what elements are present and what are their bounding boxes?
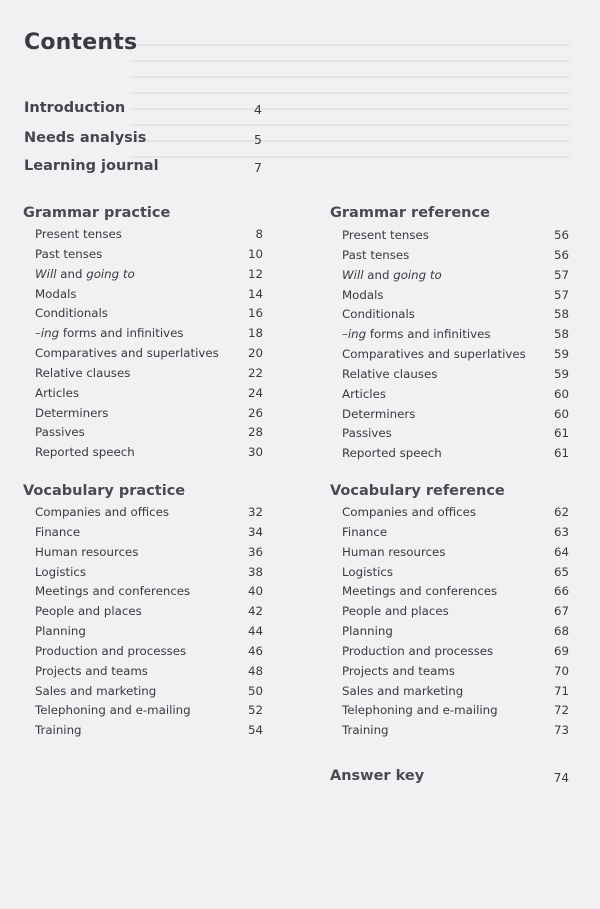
toc-item-label: Training: [342, 723, 389, 738]
toc-item-label: Sales and marketing: [342, 683, 464, 698]
toc-list-item[interactable]: [342, 642, 569, 662]
toc-list-item[interactable]: [342, 602, 569, 622]
toc-item-page: 28: [247, 425, 263, 440]
toc-item-page: 34: [247, 524, 263, 539]
toc-item-page: 20: [247, 346, 263, 361]
toc-item-label: Telephoning and e-mailing: [35, 703, 191, 718]
toc-item-label: Planning: [35, 624, 86, 639]
toc-item-page: 36: [247, 544, 263, 559]
toc-item-label: Determiners: [342, 406, 416, 421]
toc-item-page: 42: [247, 604, 263, 619]
toc-entry-page: 7: [254, 160, 262, 175]
toc-item-label: Relative clauses: [342, 366, 438, 381]
toc-list-item[interactable]: [342, 424, 569, 444]
toc-item-page: 50: [247, 683, 263, 698]
toc-item-label: Passives: [342, 426, 392, 441]
toc-item-label: People and places: [342, 604, 449, 619]
toc-item-page: 71: [553, 683, 569, 698]
toc-item-page: 10: [247, 246, 263, 261]
toc-item-label: Planning: [342, 624, 393, 639]
section-heading-vocabulary-practice: Vocabulary practice: [23, 483, 186, 499]
toc-item-page: 56: [553, 247, 569, 262]
toc-item-page: 61: [553, 426, 569, 441]
toc-list-item[interactable]: [342, 503, 569, 523]
toc-list-item[interactable]: [342, 325, 569, 345]
toc-item-page: 18: [247, 326, 263, 341]
vocabulary-reference-list: [342, 503, 569, 741]
toc-item-page: 65: [553, 564, 569, 579]
toc-entry-label: Learning journal: [24, 158, 159, 174]
toc-list-item[interactable]: [342, 721, 569, 741]
toc-list-item[interactable]: [342, 365, 569, 385]
toc-item-label: Projects and teams: [342, 663, 455, 678]
toc-item-label: Meetings and conferences: [35, 584, 191, 599]
toc-list-item[interactable]: [35, 384, 263, 404]
toc-item-page: 63: [553, 524, 569, 539]
section-heading-grammar-reference: Grammar reference: [330, 205, 490, 221]
toc-list-item[interactable]: [342, 385, 569, 405]
toc-entry-label: Introduction: [24, 100, 126, 116]
toc-item-page: 59: [553, 366, 569, 381]
toc-item-page: 67: [553, 604, 569, 619]
toc-item-page: 44: [247, 624, 263, 639]
toc-item-page: 58: [553, 327, 569, 342]
toc-item-label: Conditionals: [342, 307, 415, 322]
toc-list-item[interactable]: [342, 563, 569, 583]
toc-item-page: 64: [553, 544, 569, 559]
toc-item-label: –ing forms and infinitives: [342, 327, 491, 342]
toc-item-page: 38: [247, 564, 263, 579]
toc-item-page: 70: [553, 663, 569, 678]
toc-list-item[interactable]: [35, 682, 263, 702]
toc-item-label: Logistics: [35, 564, 87, 579]
toc-list-item[interactable]: [342, 662, 569, 682]
toc-item-label: Comparatives and superlatives: [342, 347, 526, 362]
toc-item-page: 16: [247, 306, 263, 321]
toc-item-label: Determiners: [35, 405, 109, 420]
toc-item-page: 68: [553, 624, 569, 639]
toc-item-label: Companies and offices: [35, 505, 170, 519]
toc-list-item[interactable]: [342, 405, 569, 425]
toc-list-item[interactable]: [342, 444, 569, 464]
toc-list-item[interactable]: [35, 423, 263, 443]
toc-entry-page: 5: [254, 132, 262, 147]
vocabulary-practice-list: [35, 503, 263, 741]
toc-list-item[interactable]: [35, 582, 263, 602]
toc-list-item[interactable]: [342, 543, 569, 563]
toc-item-label: Articles: [35, 385, 79, 400]
toc-list-item[interactable]: [35, 225, 263, 245]
toc-list-item[interactable]: [342, 582, 569, 602]
toc-item-label: Relative clauses: [35, 365, 131, 380]
toc-item-page: 62: [553, 505, 569, 519]
toc-item-label: Finance: [35, 524, 81, 539]
toc-list-item[interactable]: [35, 344, 263, 364]
toc-item-page: 57: [553, 287, 569, 302]
toc-item-page: 48: [247, 663, 263, 678]
toc-item-page: 58: [553, 307, 569, 322]
toc-item-page: 8: [255, 227, 263, 241]
section-heading-vocabulary-reference: Vocabulary reference: [330, 483, 505, 499]
toc-entry-page: 74: [553, 771, 569, 785]
toc-item-page: 72: [553, 703, 569, 718]
toc-list-item[interactable]: [35, 443, 263, 463]
toc-item-label: Reported speech: [35, 445, 135, 460]
toc-entry-page: 4: [254, 102, 262, 117]
toc-list-item[interactable]: [35, 602, 263, 622]
toc-list-item[interactable]: [35, 324, 263, 344]
toc-item-label: Human resources: [342, 544, 446, 559]
toc-item-label: Modals: [342, 287, 384, 302]
toc-list-item[interactable]: [35, 364, 263, 384]
toc-item-label: Past tenses: [35, 246, 103, 261]
toc-list-item[interactable]: [342, 246, 569, 266]
grammar-practice-list: [35, 225, 263, 463]
toc-item-label: Meetings and conferences: [342, 584, 498, 599]
toc-item-label: Articles: [342, 386, 386, 401]
toc-list-item[interactable]: [342, 682, 569, 702]
section-heading-grammar-practice: Grammar practice: [23, 205, 171, 221]
toc-list-item[interactable]: [35, 662, 263, 682]
toc-item-label: Modals: [35, 286, 77, 301]
toc-item-page: 54: [247, 723, 263, 738]
toc-item-page: 59: [553, 347, 569, 362]
toc-item-label: Projects and teams: [35, 663, 148, 678]
toc-item-page: 40: [247, 584, 263, 599]
toc-list-item[interactable]: [342, 345, 569, 365]
toc-item-label: Conditionals: [35, 306, 108, 321]
toc-list-item[interactable]: [35, 404, 263, 424]
toc-item-page: 56: [553, 228, 569, 242]
toc-list-item[interactable]: [342, 266, 569, 286]
toc-item-label: –ing forms and infinitives: [35, 326, 184, 341]
toc-item-label: Production and processes: [342, 643, 494, 658]
toc-list-item[interactable]: [342, 523, 569, 543]
toc-list-item[interactable]: [35, 721, 263, 741]
toc-item-label: Production and processes: [35, 643, 187, 658]
toc-entry-label: Answer key: [330, 768, 425, 784]
toc-list-item[interactable]: [342, 286, 569, 306]
toc-item-label: Logistics: [342, 564, 394, 579]
toc-item-label: Will and going to: [342, 267, 442, 282]
toc-item-label: Present tenses: [35, 227, 122, 241]
toc-item-label: Present tenses: [342, 228, 429, 242]
toc-item-page: 26: [247, 405, 263, 420]
toc-item-page: 12: [247, 266, 263, 281]
toc-list-item[interactable]: [35, 304, 263, 324]
toc-item-label: People and places: [35, 604, 142, 619]
toc-entry-label: Needs analysis: [24, 130, 147, 146]
toc-list-item[interactable]: [35, 285, 263, 305]
toc-item-page: 60: [553, 406, 569, 421]
toc-list-item[interactable]: [35, 523, 263, 543]
toc-item-label: Past tenses: [342, 247, 410, 262]
toc-item-label: Reported speech: [342, 446, 442, 461]
toc-list-item[interactable]: [342, 622, 569, 642]
toc-list-item[interactable]: [35, 245, 263, 265]
toc-list-item[interactable]: [35, 642, 263, 662]
page-title: Contents: [24, 30, 138, 55]
toc-item-page: 32: [247, 505, 263, 519]
toc-item-page: 69: [553, 643, 569, 658]
toc-item-page: 22: [247, 365, 263, 380]
toc-item-page: 60: [553, 386, 569, 401]
toc-item-label: Telephoning and e-mailing: [342, 703, 498, 718]
toc-item-page: 46: [247, 643, 263, 658]
toc-list-item[interactable]: [35, 563, 263, 583]
toc-item-page: 24: [247, 385, 263, 400]
toc-item-label: Will and going to: [35, 266, 135, 281]
toc-item-label: Passives: [35, 425, 85, 440]
toc-item-label: Human resources: [35, 544, 139, 559]
toc-list-item[interactable]: [35, 701, 263, 721]
toc-list-item[interactable]: [35, 543, 263, 563]
toc-item-page: 57: [553, 267, 569, 282]
toc-item-page: 73: [553, 723, 569, 738]
toc-item-page: 61: [553, 446, 569, 461]
toc-list-item[interactable]: [342, 701, 569, 721]
toc-item-label: Training: [35, 723, 82, 738]
grammar-reference-list: [342, 226, 569, 464]
toc-item-page: 52: [247, 703, 263, 718]
toc-item-label: Finance: [342, 524, 388, 539]
toc-item-label: Companies and offices: [342, 505, 477, 519]
toc-item-page: 66: [553, 584, 569, 599]
toc-list-item[interactable]: [342, 305, 569, 325]
toc-item-label: Sales and marketing: [35, 683, 157, 698]
toc-list-item[interactable]: [35, 503, 263, 523]
toc-list-item[interactable]: [35, 622, 263, 642]
toc-item-page: 30: [247, 445, 263, 460]
toc-item-page: 14: [247, 286, 263, 301]
toc-list-item[interactable]: [35, 265, 263, 285]
toc-list-item[interactable]: [342, 226, 569, 246]
toc-item-label: Comparatives and superlatives: [35, 346, 219, 361]
